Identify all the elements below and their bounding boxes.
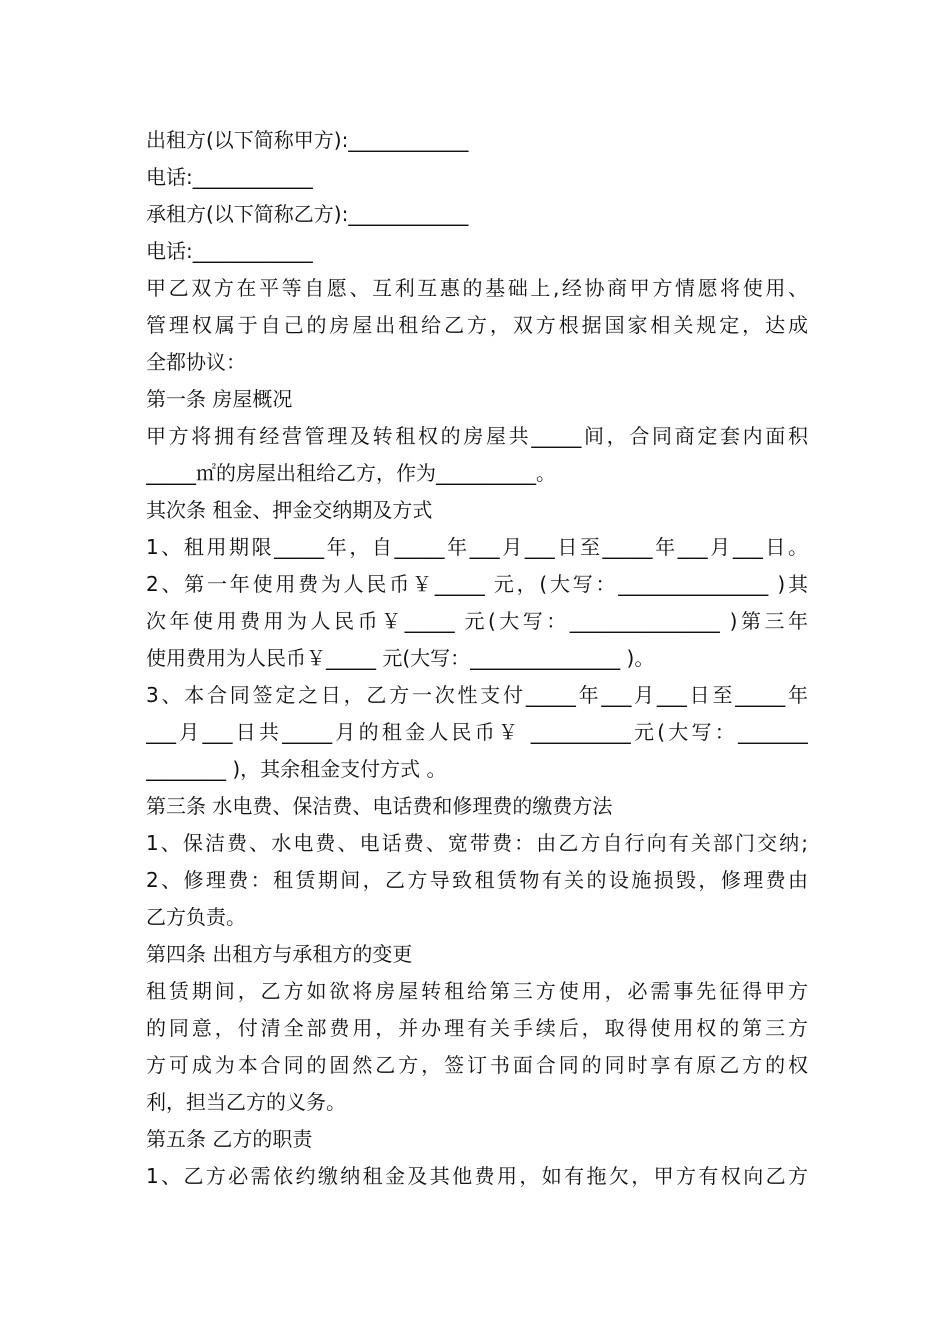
article-2-item-3-line-3: ________ )，其余租金支付方式 。	[146, 757, 447, 781]
article-4-line-2: 的同意，付清全部费用，并办理有关手续后，取得使用权的第三方	[146, 1016, 808, 1040]
article-3-item-2-line-2: 乙方负责。	[146, 905, 246, 929]
article-2-item-3-line-1: 3、本合同签定之日，乙方一次性支付_____年___月___日至_____年	[146, 683, 808, 707]
contract-document	[146, 122, 808, 1195]
article-2-item-2-line-3: 使用费用为人民币￥_____ 元(大写：_______________ )。	[146, 646, 655, 670]
article-3-heading: 第三条 水电费、保洁费、电话费和修理费的缴费方法	[146, 794, 613, 818]
article-2-item-1: 1、租用期限_____年，自_____年___月___日至_____年___月___日。	[146, 535, 808, 559]
article-1-line-2: _____㎡的房屋出租给乙方，作为__________。	[146, 461, 556, 485]
article-4-line-3: 方可成为本合同的固然乙方，签订书面合同的同时享有原乙方的权	[146, 1053, 808, 1077]
lessor-phone-field: 电话:____________	[146, 165, 313, 189]
article-1-heading: 第一条 房屋概况	[146, 387, 293, 411]
article-3-item-1: 1、保洁费、水电费、电话费、宽带费：由乙方自行向有关部门交纳;	[146, 831, 808, 855]
article-1-line-1: 甲方将拥有经营管理及转租权的房屋共_____间，合同商定套内面积	[146, 424, 808, 448]
article-4-line-1: 租赁期间，乙方如欲将房屋转租给第三方使用，必需事先征得甲方	[146, 979, 808, 1003]
lessee-phone-field: 电话:____________	[146, 239, 313, 263]
article-3-item-2-line-1: 2、修理费：租赁期间，乙方导致租赁物有关的设施损毁，修理费由	[146, 868, 808, 892]
article-4-heading: 第四条 出租方与承租方的变更	[146, 942, 413, 966]
article-5-heading: 第五条 乙方的职责	[146, 1127, 313, 1151]
article-2-heading: 其次条 租金、押金交纳期及方式	[146, 498, 433, 522]
article-5-item-1-line-1: 1、乙方必需依约缴纳租金及其他费用，如有拖欠，甲方有权向乙方	[146, 1164, 808, 1188]
article-2-item-3-line-2: ___月___日共_____月的租金人民币￥ __________元(大写：_______	[146, 720, 808, 744]
preamble-line-1: 甲乙双方在平等自愿、互利互惠的基础上,经协商甲方情愿将使用、	[146, 276, 808, 300]
lessor-field: 出租方(以下简称甲方):____________	[146, 128, 469, 152]
preamble-line-3: 全都协议：	[146, 350, 246, 374]
article-2-item-2-line-2: 次年使用费用为人民币￥_____ 元(大写：_______________ )第三年	[146, 609, 808, 633]
article-4-line-4: 利，担当乙方的义务。	[146, 1090, 346, 1114]
lessee-field: 承租方(以下简称乙方):____________	[146, 202, 469, 226]
article-2-item-2-line-1: 2、第一年使用费为人民币￥_____ 元，(大写：_______________ )其	[146, 572, 808, 596]
preamble-line-2: 管理权属于自己的房屋出租给乙方，双方根据国家相关规定，达成	[146, 313, 808, 337]
